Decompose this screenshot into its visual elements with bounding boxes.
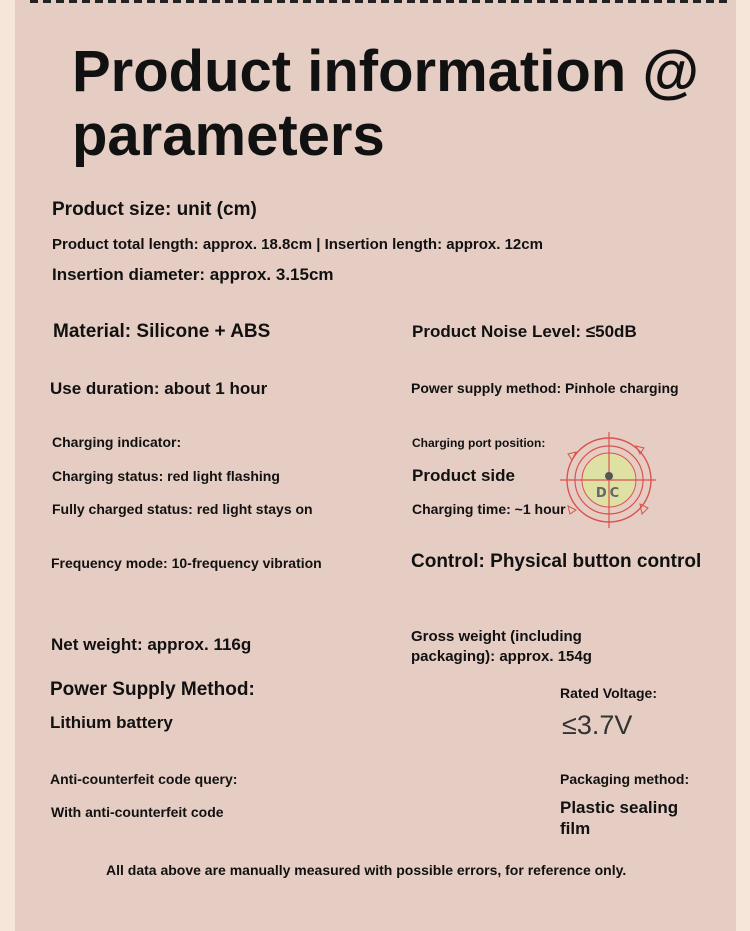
dc-label: DC — [595, 486, 623, 501]
anti-counterfeit-label: Anti-counterfeit code query: — [50, 771, 238, 787]
charging-port-side: Product side — [412, 466, 515, 485]
target-center-dot — [605, 472, 613, 480]
power-supply-value: Lithium battery — [50, 713, 173, 732]
packaging-method-label: Packaging method: — [560, 771, 690, 787]
charging-port-label: Charging port position: — [412, 436, 546, 450]
material-text: Material: Silicone + ABS — [53, 321, 271, 342]
noise-level-text: Product Noise Level: ≤50dB — [412, 322, 637, 341]
power-supply-method-text: Power supply method: Pinhole charging — [411, 380, 679, 396]
charging-status-text: Charging status: red light flashing — [52, 468, 280, 484]
rated-voltage-value: ≤3.7V — [562, 710, 633, 740]
dc-port-target-icon — [556, 430, 662, 530]
size-diameter: Insertion diameter: approx. 3.15cm — [52, 265, 334, 284]
size-length: Product total length: approx. 18.8cm | Insertion length: approx. 12cm — [52, 236, 543, 253]
dashed-top-border — [30, 0, 730, 3]
page-title: Product information @ parameters — [72, 39, 699, 168]
power-supply-heading: Power Supply Method: — [50, 679, 255, 700]
frequency-mode-text: Frequency mode: 10-frequency vibration — [51, 555, 322, 571]
rated-voltage-label: Rated Voltage: — [560, 685, 657, 701]
control-text: Control: Physical button control — [411, 551, 702, 572]
gross-weight-text: Gross weight (including packaging): approx. 154g — [411, 628, 592, 665]
fully-charged-text: Fully charged status: red light stays on — [52, 501, 313, 517]
disclaimer-text: All data above are manually measured with possible errors, for reference only. — [106, 862, 627, 878]
net-weight-text: Net weight: approx. 116g — [51, 635, 252, 654]
charging-time-text: Charging time: ~1 hour — [412, 501, 566, 517]
target-arrow-top-right — [636, 446, 644, 454]
packaging-method-value: Plastic sealing film — [560, 798, 679, 838]
use-duration-text: Use duration: about 1 hour — [50, 379, 268, 398]
target-arrow-bottom-left — [568, 506, 576, 514]
size-heading: Product size: unit (cm) — [52, 199, 257, 220]
charging-indicator-label: Charging indicator: — [52, 434, 182, 450]
target-arrow-bottom-right — [640, 504, 648, 514]
anti-counterfeit-value: With anti-counterfeit code — [51, 804, 224, 820]
